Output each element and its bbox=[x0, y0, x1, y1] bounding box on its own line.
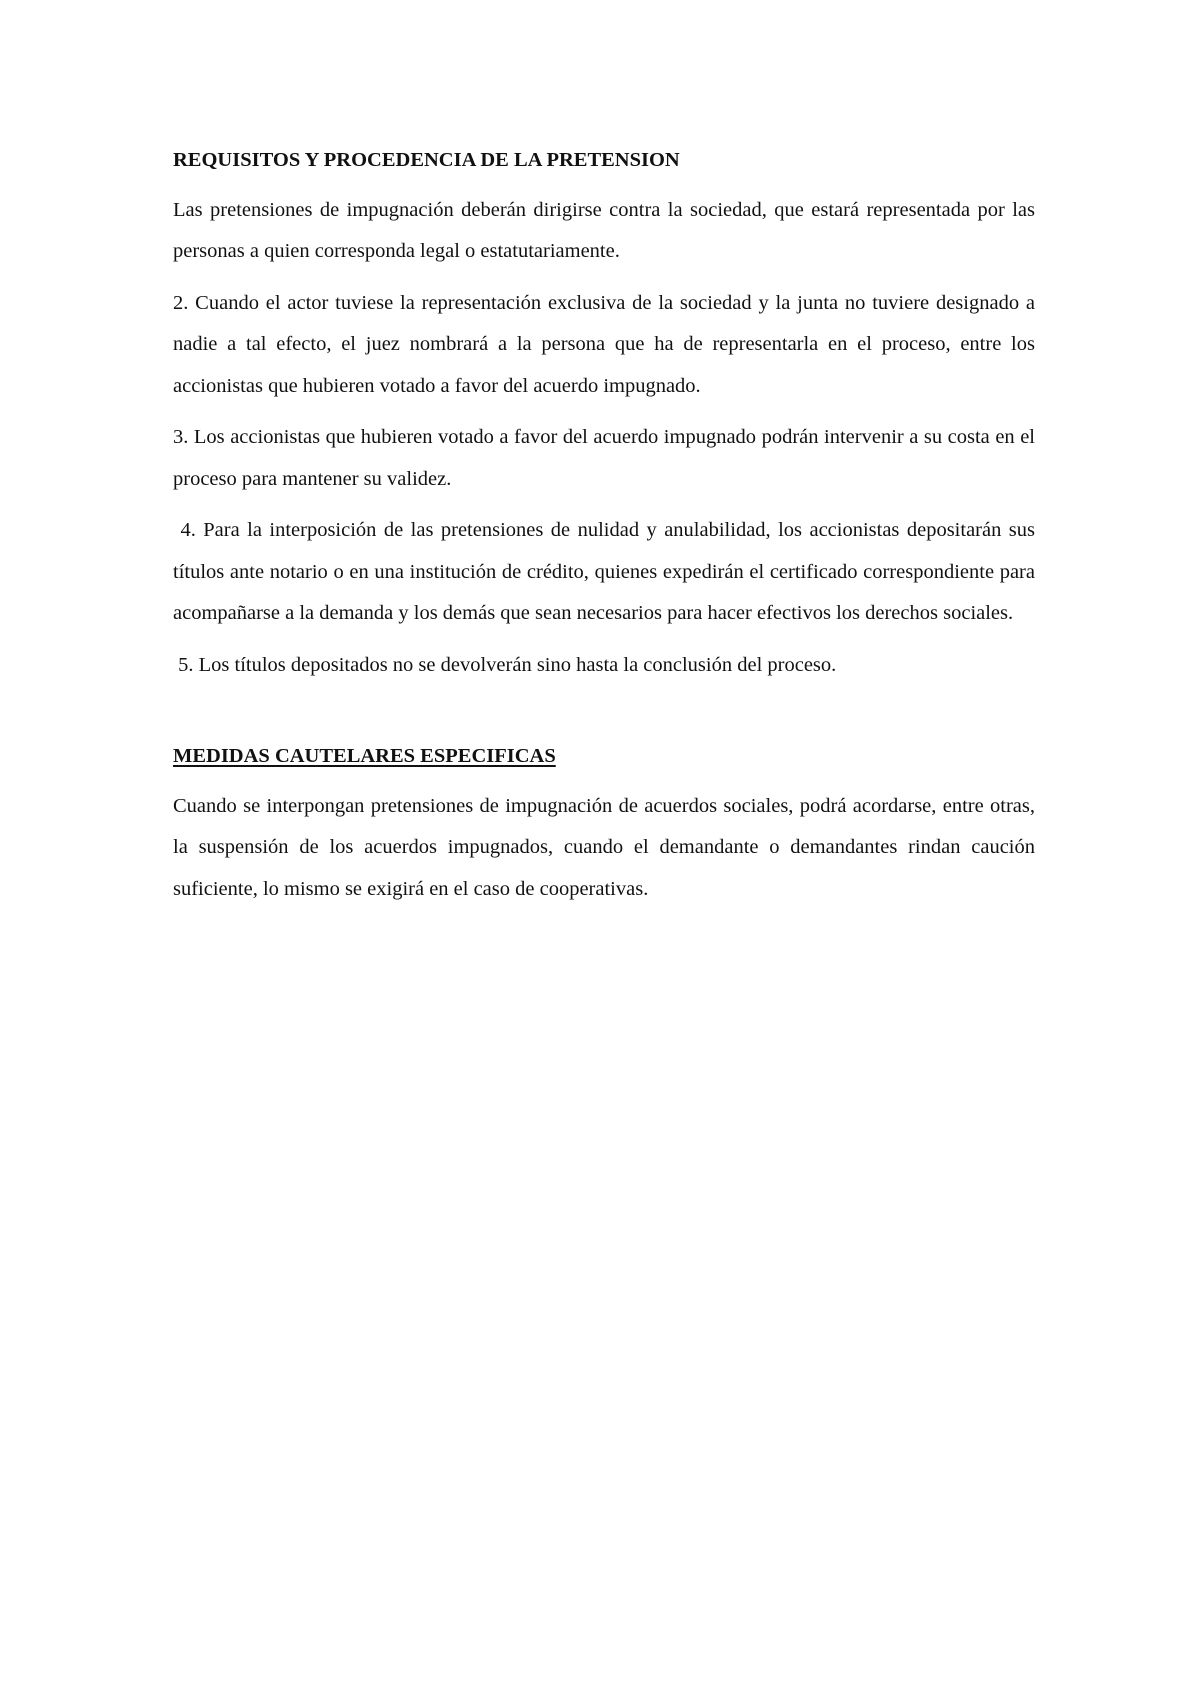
document-page bbox=[173, 140, 1041, 920]
section-heading-requisitos: REQUISITOS Y PROCEDENCIA DE LA PRETENSION bbox=[173, 149, 680, 171]
paragraph-item-3: 3. Los accionistas que hubieren votado a favor del acuerdo impugnado podrán intervenir a su costa en el proceso para mantener su validez. bbox=[173, 426, 1035, 490]
section-spacer bbox=[173, 696, 1035, 736]
paragraph-item-5: 5. Los títulos depositados no se devolverán sino hasta la conclusión del proceso. bbox=[173, 653, 837, 676]
spacer bbox=[173, 182, 1035, 190]
paragraph-medidas: Cuando se interpongan pretensiones de impugnación de acuerdos sociales, podrá acordarse, entre otras, la suspensión de los acuerdos impugnados, cuando el demandante o demandantes rindan caución suficiente, lo mismo se exigirá en el caso de cooperativas. bbox=[173, 794, 1035, 900]
paragraph-intro: Las pretensiones de impugnación deberán dirigirse contra la sociedad, que estará representada por las personas a quien corresponda legal o estatutariamente. bbox=[173, 198, 1035, 262]
section-heading-medidas: MEDIDAS CAUTELARES ESPECIFICAS bbox=[173, 745, 556, 767]
spacer bbox=[173, 778, 1035, 786]
paragraph-item-2: 2. Cuando el actor tuviese la representación exclusiva de la sociedad y la junta no tuviere designado a nadie a tal efecto, el juez nombrará a la persona que ha de representarla en el proceso, entre los accionistas que hubieren votado a favor del acuerdo impugnado. bbox=[173, 291, 1035, 397]
paragraph-item-4: 4. Para la interposición de las pretensiones de nulidad y anulabilidad, los accionistas depositarán sus títulos ante notario o en una institución de crédito, quienes expedirán el certificado correspondiente para acompañarse a la demanda y los demás que sean necesarios para hacer efectivos los derechos sociales. bbox=[173, 519, 1041, 624]
